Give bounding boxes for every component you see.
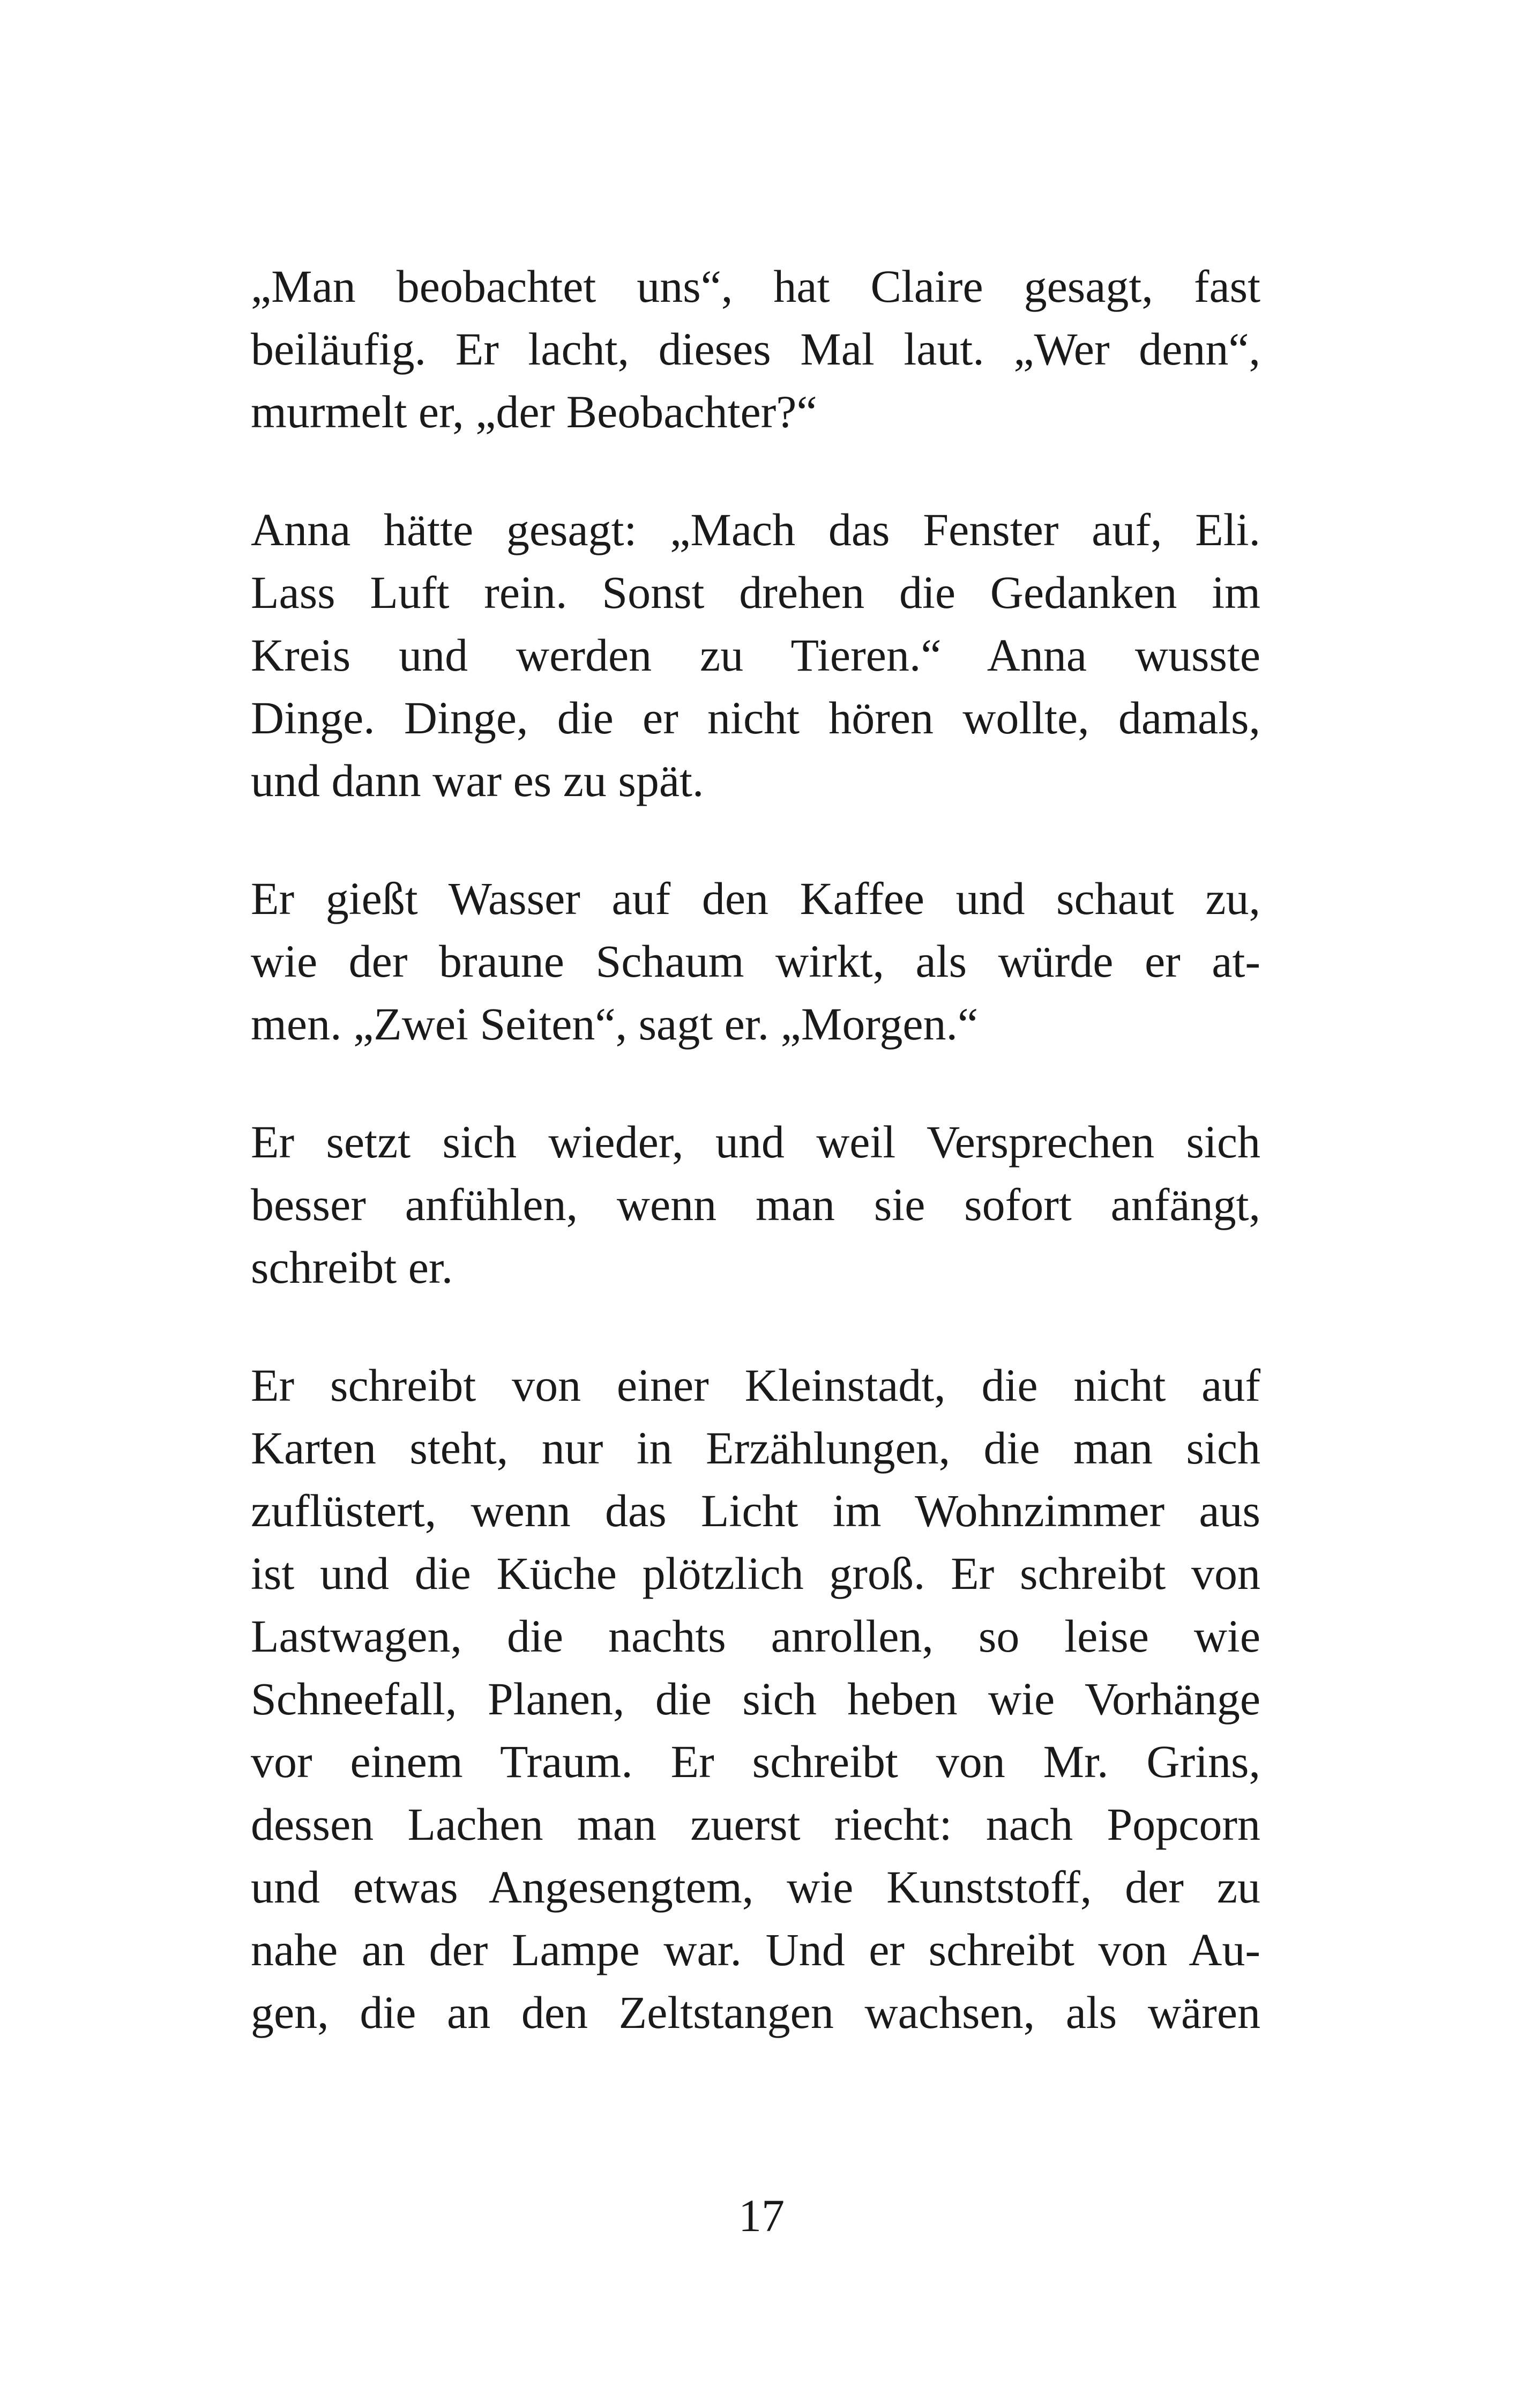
body-text — [251, 255, 1260, 2044]
paragraph-gap — [251, 812, 1260, 867]
text-line: Er gießt Wasser auf den Kaffee und schaut zu, — [251, 873, 1260, 924]
text-line: beiläufig. Er lacht, dieses Mal laut. „Wer denn“, — [251, 323, 1260, 375]
page-number: 17 — [738, 2190, 785, 2241]
text-line: Dinge. Dinge, die er nicht hören wollte, damals, — [251, 692, 1260, 744]
paragraph-gap — [251, 1299, 1260, 1354]
text-line: „Man beobachtet uns“, hat Claire gesagt, fast — [251, 261, 1260, 312]
paragraph — [251, 867, 1260, 1056]
paragraph — [251, 1354, 1260, 2044]
paragraph — [251, 1111, 1260, 1299]
text-line: besser anfühlen, wenn man sie sofort anfängt, — [251, 1179, 1260, 1230]
text-line: Kreis und werden zu Tieren.“ Anna wusste — [251, 629, 1260, 681]
text-line: men. „Zwei Seiten“, sagt er. „Morgen.“ — [251, 998, 979, 1050]
text-line: ist und die Küche plötzlich groß. Er schreibt von — [251, 1548, 1260, 1599]
text-line: Er setzt sich wieder, und weil Versprechen sich — [251, 1116, 1260, 1168]
text-line: Schneefall, Planen, die sich heben wie Vorhänge — [251, 1673, 1260, 1725]
text-line: und etwas Angesengtem, wie Kunststoff, der zu — [251, 1861, 1260, 1913]
text-line: Karten steht, nur in Erzählungen, die man sich — [251, 1422, 1260, 1474]
text-line: murmelt er, „der Beobachter?“ — [251, 386, 817, 437]
text-line: und dann war es zu spät. — [251, 755, 704, 806]
text-line: Lass Luft rein. Sonst drehen die Gedanken im — [251, 567, 1260, 618]
text-line: nahe an der Lampe war. Und er schreibt von Au- — [251, 1924, 1260, 1975]
text-line: schreibt er. — [251, 1242, 453, 1293]
text-line: Anna hätte gesagt: „Mach das Fenster auf, Eli. — [251, 504, 1260, 555]
paragraph — [251, 499, 1260, 812]
text-line: vor einem Traum. Er schreibt von Mr. Grins, — [251, 1736, 1260, 1787]
text-line: gen, die an den Zeltstangen wachsen, als wären — [251, 1987, 1260, 2038]
text-line: wie der braune Schaum wirkt, als würde er at- — [251, 935, 1260, 987]
paragraph-gap — [251, 1056, 1260, 1111]
text-line: Er schreibt von einer Kleinstadt, die nicht auf — [251, 1359, 1260, 1411]
text-line: dessen Lachen man zuerst riecht: nach Popcorn — [251, 1798, 1260, 1850]
text-line: zuflüstert, wenn das Licht im Wohnzimmer aus — [251, 1485, 1260, 1536]
paragraph-gap — [251, 443, 1260, 499]
text-line: Lastwagen, die nachts anrollen, so leise wie — [251, 1610, 1260, 1662]
paragraph — [251, 255, 1260, 443]
